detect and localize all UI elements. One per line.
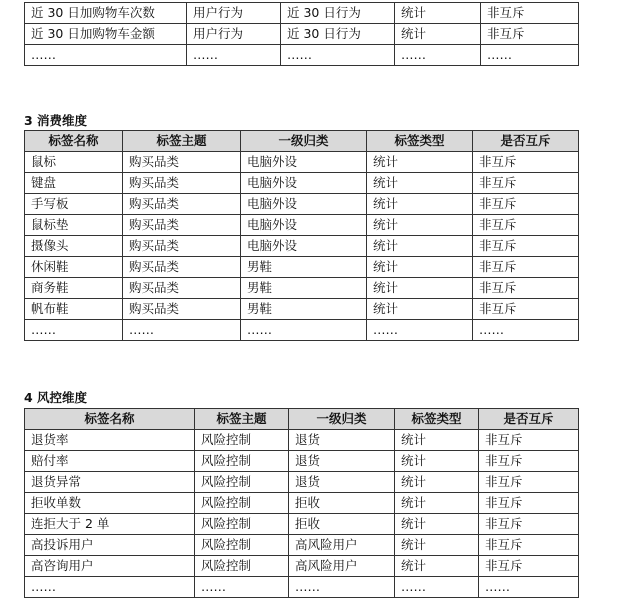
table-cell: 用户行为	[187, 24, 281, 45]
table-cell: ……	[25, 320, 123, 341]
table-row	[25, 24, 579, 45]
table-cell: ……	[289, 577, 395, 598]
tag-table-risk-control	[24, 408, 579, 598]
section3-table-body	[25, 152, 579, 341]
table-cell: 统计	[367, 152, 473, 173]
table-cell: ……	[123, 320, 241, 341]
table-cell: ……	[395, 577, 479, 598]
table-cell: 统计	[367, 257, 473, 278]
table-cell: 连拒大于 2 单	[25, 514, 195, 535]
table-cell: 退货	[289, 472, 395, 493]
table-cell: ……	[25, 45, 187, 66]
table-row	[25, 430, 579, 451]
table-row	[25, 577, 579, 598]
table-row	[25, 514, 579, 535]
table-cell: 男鞋	[241, 278, 367, 299]
header-tag-type: 标签类型	[367, 131, 473, 152]
table-cell: ……	[241, 320, 367, 341]
table-cell: 非互斥	[479, 451, 579, 472]
table-cell: 统计	[395, 556, 479, 577]
table-cell: 男鞋	[241, 299, 367, 320]
table-cell: 电脑外设	[241, 194, 367, 215]
table-cell: 统计	[367, 299, 473, 320]
table-cell: 非互斥	[479, 556, 579, 577]
table-cell: 非互斥	[473, 152, 579, 173]
header-tag-name: 标签名称	[25, 409, 195, 430]
table-cell: 购买品类	[123, 152, 241, 173]
table-cell: 退货	[289, 430, 395, 451]
table-cell: 统计	[367, 215, 473, 236]
table-cell: 手写板	[25, 194, 123, 215]
table-cell: 购买品类	[123, 299, 241, 320]
table-cell: 风险控制	[195, 430, 289, 451]
table-cell: 购买品类	[123, 257, 241, 278]
table-cell: ……	[395, 45, 481, 66]
table-cell: 高投诉用户	[25, 535, 195, 556]
table-row	[25, 257, 579, 278]
table-cell: 非互斥	[479, 430, 579, 451]
table-cell: 风险控制	[195, 514, 289, 535]
table-cell: 退货率	[25, 430, 195, 451]
table-cell: 非互斥	[479, 472, 579, 493]
table-cell: 鼠标	[25, 152, 123, 173]
table-cell: 退货异常	[25, 472, 195, 493]
table-cell: 统计	[367, 194, 473, 215]
table-cell: 统计	[395, 472, 479, 493]
table-cell: 非互斥	[481, 24, 579, 45]
table-cell: 高风险用户	[289, 535, 395, 556]
table-row	[25, 320, 579, 341]
table-row	[25, 299, 579, 320]
table-cell: ……	[195, 577, 289, 598]
section1-table-body	[25, 3, 579, 66]
header-exclusive: 是否互斥	[473, 131, 579, 152]
table-cell: 近 30 日加购物车金额	[25, 24, 187, 45]
table-cell: 购买品类	[123, 236, 241, 257]
table-cell: ……	[481, 45, 579, 66]
table-row	[25, 173, 579, 194]
table-cell: 统计	[395, 430, 479, 451]
table-cell: 风险控制	[195, 556, 289, 577]
table-cell: 非互斥	[473, 173, 579, 194]
tag-table-consumption	[24, 130, 579, 341]
table-cell: ……	[187, 45, 281, 66]
table-cell: 休闲鞋	[25, 257, 123, 278]
table-header-row	[25, 409, 579, 430]
table-row	[25, 556, 579, 577]
table-row	[25, 535, 579, 556]
table-cell: 拒收	[289, 493, 395, 514]
table-cell: 近 30 日行为	[281, 24, 395, 45]
table-cell: 拒收单数	[25, 493, 195, 514]
table-cell: 电脑外设	[241, 236, 367, 257]
table-cell: 近 30 日加购物车次数	[25, 3, 187, 24]
header-tag-topic: 标签主题	[195, 409, 289, 430]
table-cell: 非互斥	[473, 278, 579, 299]
table-row	[25, 215, 579, 236]
tag-table-section1	[24, 2, 579, 66]
table-cell: 非互斥	[479, 493, 579, 514]
table-row	[25, 472, 579, 493]
table-cell: 帆布鞋	[25, 299, 123, 320]
table-cell: 风险控制	[195, 472, 289, 493]
table-cell: 风险控制	[195, 493, 289, 514]
table-cell: ……	[25, 577, 195, 598]
table-row	[25, 45, 579, 66]
table-cell: ……	[479, 577, 579, 598]
table-row	[25, 194, 579, 215]
section4-title: 4 风控维度	[24, 390, 88, 405]
table-cell: 统计	[395, 514, 479, 535]
table-cell: 购买品类	[123, 278, 241, 299]
header-category: 一级归类	[241, 131, 367, 152]
table-row	[25, 152, 579, 173]
table-cell: 用户行为	[187, 3, 281, 24]
table-cell: 非互斥	[473, 299, 579, 320]
table-cell: 统计	[395, 3, 481, 24]
table-cell: 键盘	[25, 173, 123, 194]
table-cell: 鼠标垫	[25, 215, 123, 236]
table-cell: 电脑外设	[241, 215, 367, 236]
table-cell: 统计	[395, 24, 481, 45]
table-cell: 高咨询用户	[25, 556, 195, 577]
table-row	[25, 493, 579, 514]
table-cell: 统计	[367, 173, 473, 194]
table-cell: 非互斥	[473, 257, 579, 278]
table-row	[25, 236, 579, 257]
table-cell: 非互斥	[473, 215, 579, 236]
table-header-row	[25, 131, 579, 152]
table-cell: 男鞋	[241, 257, 367, 278]
table-cell: 风险控制	[195, 535, 289, 556]
section4-table-body	[25, 430, 579, 598]
table-cell: 电脑外设	[241, 173, 367, 194]
header-exclusive: 是否互斥	[479, 409, 579, 430]
table-cell: ……	[367, 320, 473, 341]
table-row	[25, 278, 579, 299]
table-row	[25, 3, 579, 24]
table-cell: 非互斥	[481, 3, 579, 24]
table-cell: 购买品类	[123, 173, 241, 194]
header-tag-topic: 标签主题	[123, 131, 241, 152]
table-cell: 赔付率	[25, 451, 195, 472]
table-cell: 统计	[395, 451, 479, 472]
table-cell: 非互斥	[479, 514, 579, 535]
table-cell: ……	[281, 45, 395, 66]
section3-title: 3 消费维度	[24, 113, 88, 128]
table-cell: 退货	[289, 451, 395, 472]
table-cell: 近 30 日行为	[281, 3, 395, 24]
table-cell: 统计	[367, 278, 473, 299]
table-cell: 统计	[367, 236, 473, 257]
table-cell: 购买品类	[123, 194, 241, 215]
table-cell: 非互斥	[479, 535, 579, 556]
table-cell: 拒收	[289, 514, 395, 535]
table-cell: 统计	[395, 493, 479, 514]
table-cell: 非互斥	[473, 236, 579, 257]
table-cell: 摄像头	[25, 236, 123, 257]
table-cell: 高风险用户	[289, 556, 395, 577]
table-cell: 电脑外设	[241, 152, 367, 173]
table-cell: 商务鞋	[25, 278, 123, 299]
header-tag-name: 标签名称	[25, 131, 123, 152]
table-cell: ……	[473, 320, 579, 341]
header-tag-type: 标签类型	[395, 409, 479, 430]
table-cell: 购买品类	[123, 215, 241, 236]
header-category: 一级归类	[289, 409, 395, 430]
table-cell: 风险控制	[195, 451, 289, 472]
table-row	[25, 451, 579, 472]
table-cell: 统计	[395, 535, 479, 556]
table-cell: 非互斥	[473, 194, 579, 215]
